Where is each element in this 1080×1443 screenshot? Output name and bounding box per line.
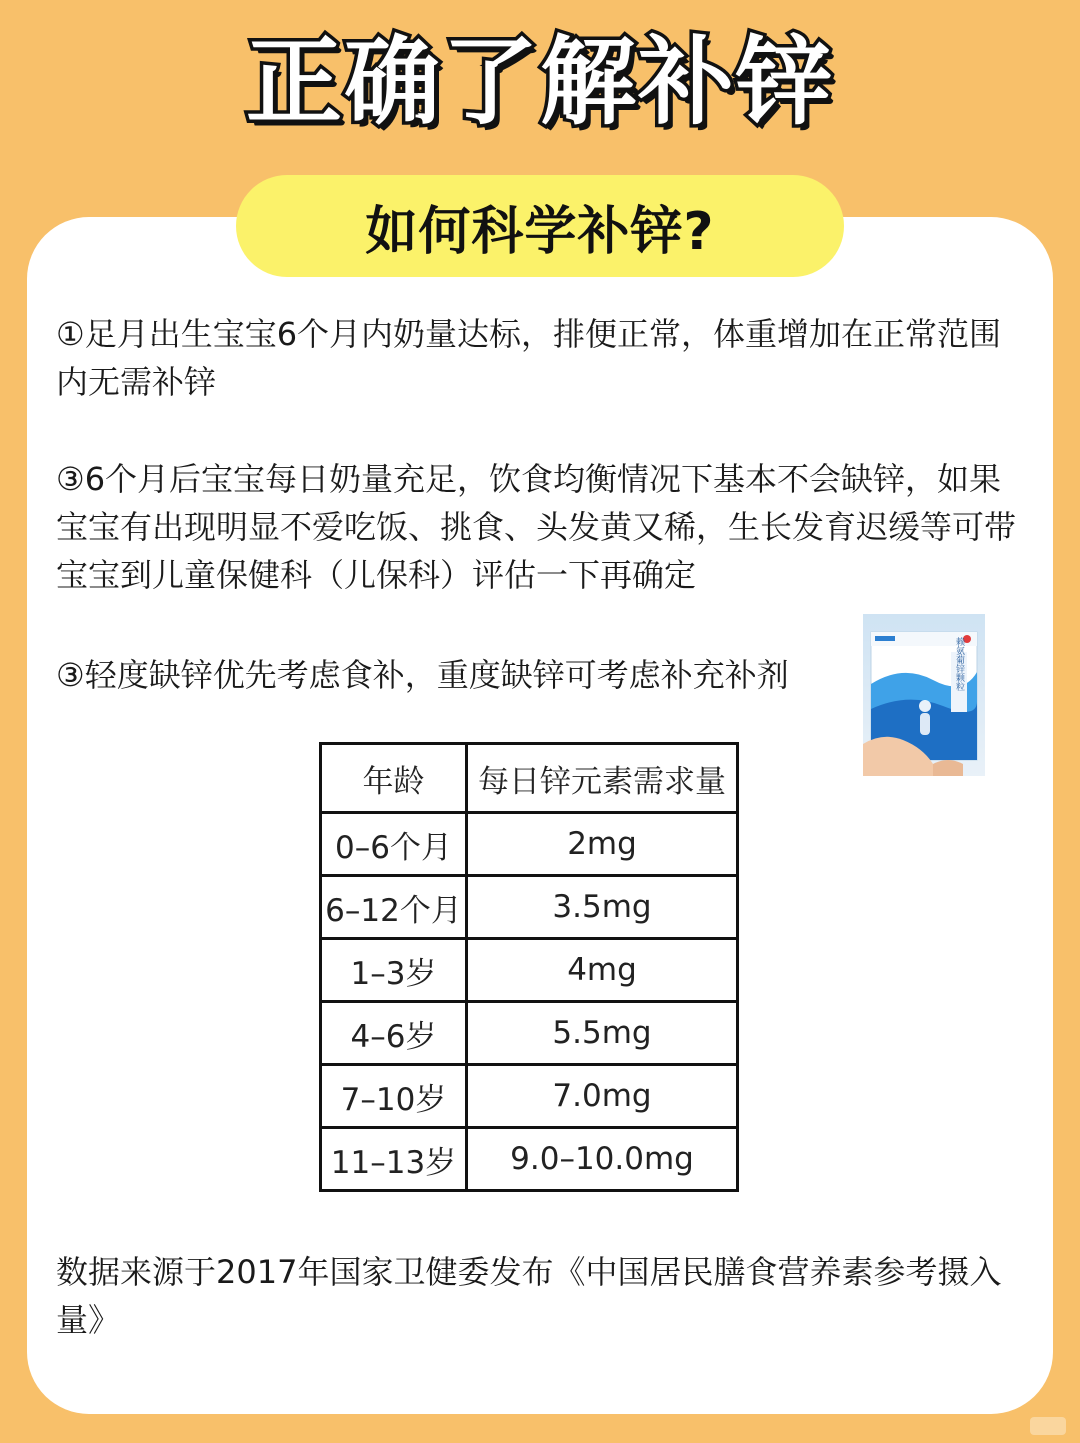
product-box-illustration	[863, 614, 985, 776]
amount-cell: 2mg	[467, 813, 738, 876]
subtitle-text: 如何科学补锌?	[365, 201, 715, 262]
table-row	[321, 813, 738, 876]
amount-cell: 4mg	[467, 939, 738, 1002]
amount-cell: 5.5mg	[467, 1002, 738, 1065]
age-cell: 11–13岁	[321, 1128, 467, 1191]
age-cell: 4–6岁	[321, 1002, 467, 1065]
table-row	[321, 1002, 738, 1065]
amount-cell: 3.5mg	[467, 876, 738, 939]
amount-cell: 9.0–10.0mg	[467, 1128, 738, 1191]
subtitle-pill	[236, 175, 844, 277]
tip-paragraph-2: ③6个月后宝宝每日奶量充足，饮食均衡情况下基本不会缺锌，如果宝宝有出现明显不爱吃饭、挑食、头发黄又稀，生长发育迟缓等可带宝宝到儿童保健科（儿保科）评估一下再确定	[56, 460, 1017, 594]
header-zinc-amount: 每日锌元素需求量	[467, 744, 738, 813]
tip-paragraph-1: ①足月出生宝宝6个月内奶量达标，排便正常，体重增加在正常范围内无需补锌	[56, 315, 1002, 401]
page-title: 正确了解补锌	[246, 26, 834, 138]
watermark-mark	[1030, 1417, 1066, 1435]
age-cell: 1–3岁	[321, 939, 467, 1002]
table-row	[321, 876, 738, 939]
age-cell: 7–10岁	[321, 1065, 467, 1128]
amount-cell: 7.0mg	[467, 1065, 738, 1128]
age-cell: 6–12个月	[321, 876, 467, 939]
table-row	[321, 1128, 738, 1191]
tip-paragraph-3: ③轻度缺锌优先考虑食补，重度缺锌可考虑补充补剂	[56, 656, 789, 694]
zinc-requirement-table	[319, 742, 739, 1192]
table-header-row	[321, 744, 738, 813]
zinc-supplement-box-photo	[863, 614, 985, 776]
data-source-note: 数据来源于2017年国家卫健委发布《中国居民膳食营养素参考摄入量》	[56, 1253, 1002, 1339]
product-label: 赖氨葡锌颗粒	[954, 637, 964, 691]
table-row	[321, 939, 738, 1002]
table-row	[321, 1065, 738, 1128]
header-age: 年龄	[321, 744, 467, 813]
age-cell: 0–6个月	[321, 813, 467, 876]
